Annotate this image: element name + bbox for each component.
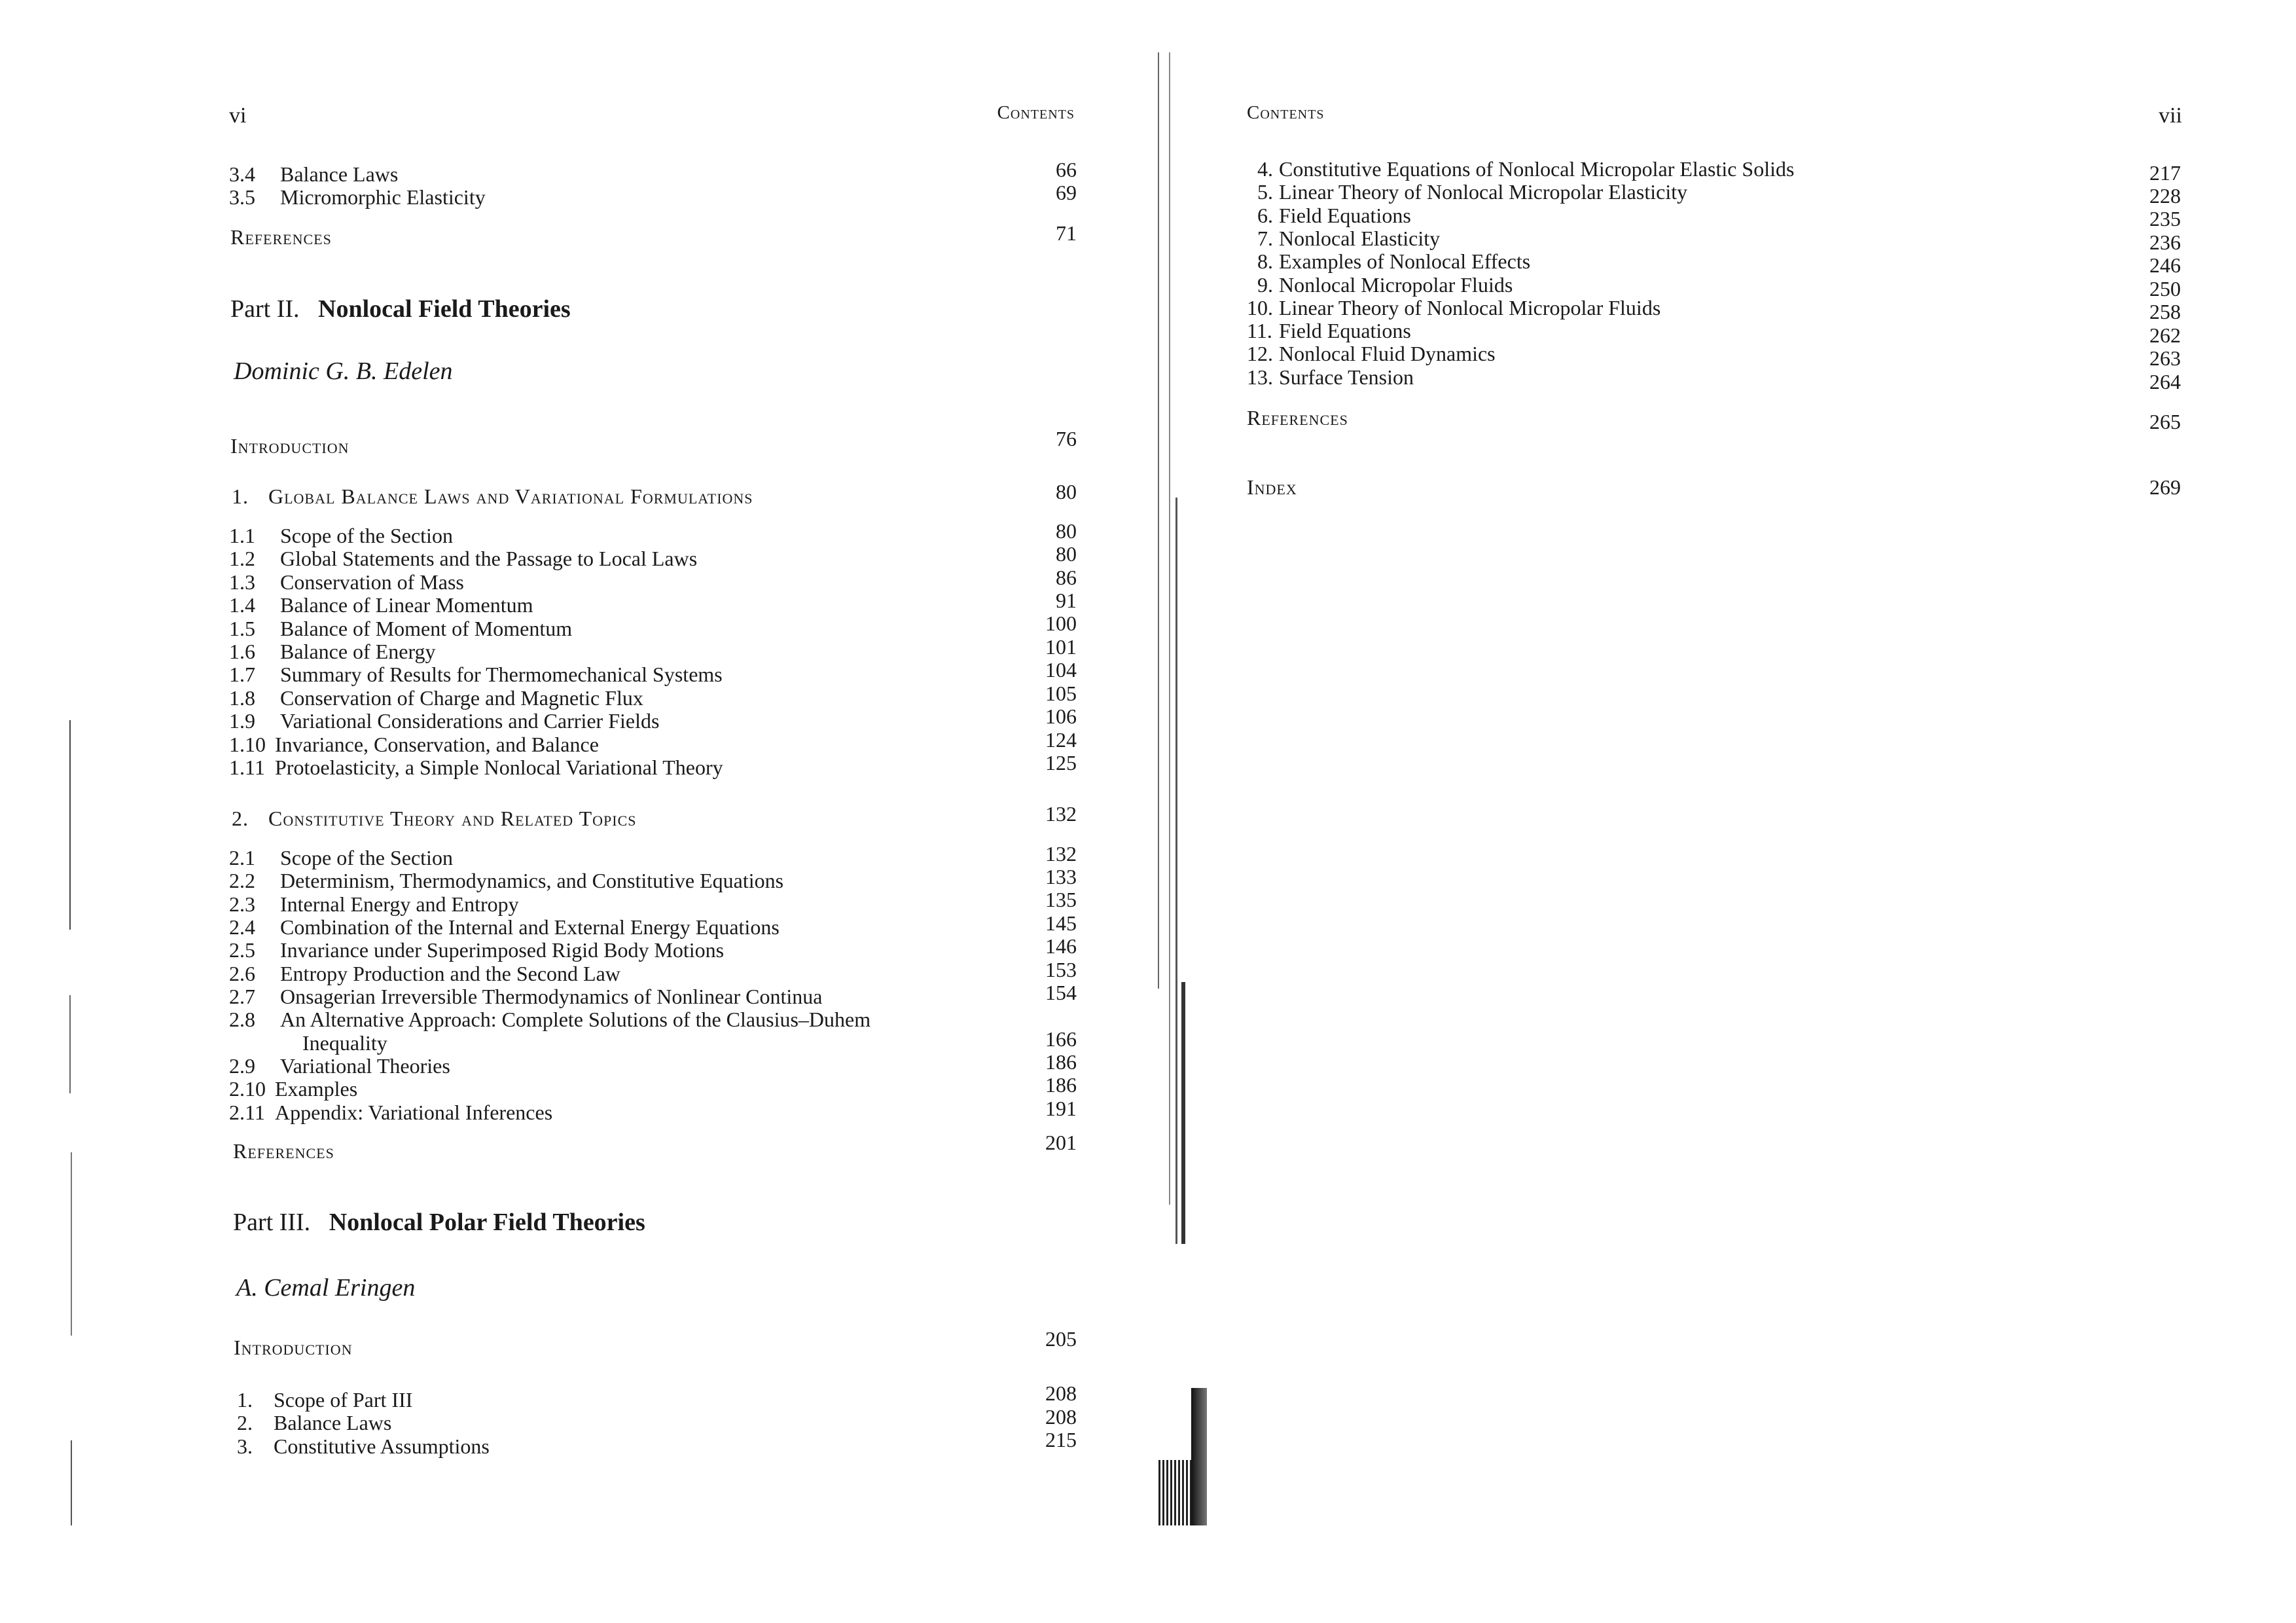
left-folio: vi bbox=[229, 103, 247, 128]
entry-number: 2.6 bbox=[229, 961, 255, 985]
entry-number: 1.8 bbox=[229, 685, 255, 710]
entry-title: Introduction bbox=[230, 434, 350, 458]
entry-page-number: 235 bbox=[2149, 207, 2181, 230]
entry-number: 1.7 bbox=[229, 663, 255, 687]
entry-title: Constitutive Equations of Nonlocal Micropolar Elastic Solids bbox=[1279, 157, 1795, 181]
part-3-author: A. Cemal Eringen bbox=[236, 1274, 416, 1302]
entry-title: Linear Theory of Nonlocal Micropolar Fluids bbox=[1279, 295, 1661, 319]
entry-title: Nonlocal Fluid Dynamics bbox=[1279, 342, 1496, 366]
entry-page-number: 262 bbox=[2149, 323, 2181, 347]
entry-title: Surface Tension bbox=[1279, 365, 1414, 389]
entry-page-number: 191 bbox=[1045, 1097, 1077, 1120]
entry-title: Conservation of Charge and Magnetic Flux bbox=[280, 685, 643, 710]
entry-title: Balance Laws bbox=[280, 162, 399, 186]
entry-page-number: 264 bbox=[2149, 370, 2181, 393]
right-folio: vii bbox=[2159, 103, 2182, 128]
entry-title: Examples bbox=[275, 1077, 358, 1101]
entry-title: References bbox=[1247, 406, 1348, 429]
part-label: Part III. bbox=[233, 1209, 311, 1236]
entry-page-number: 66 bbox=[1056, 158, 1077, 181]
entry-page-number: 104 bbox=[1045, 658, 1077, 682]
entry-number: 3.5 bbox=[229, 185, 255, 209]
entry-page-number: 125 bbox=[1045, 751, 1077, 775]
entry-title: Combination of the Internal and External Energy Equations bbox=[280, 915, 780, 939]
entry-page-number: 153 bbox=[1045, 958, 1077, 981]
entry-page-number: 205 bbox=[1045, 1327, 1077, 1351]
entry-page-number: 166 bbox=[1045, 1027, 1077, 1051]
entry-title: Field Equations bbox=[1279, 319, 1411, 343]
entry-page-number: 145 bbox=[1045, 911, 1077, 935]
entry-title: Micromorphic Elasticity bbox=[280, 185, 486, 209]
entry-title: Scope of the Section bbox=[280, 524, 453, 547]
entry-page-number: 132 bbox=[1045, 842, 1077, 866]
part-3-heading bbox=[233, 1208, 645, 1237]
entry-title: Global Statements and the Passage to Local Laws bbox=[280, 547, 698, 571]
entry-page-number: 69 bbox=[1056, 181, 1077, 204]
entry-title: Constitutive Assumptions bbox=[274, 1434, 490, 1458]
entry-number: 7. bbox=[1257, 226, 1273, 250]
entry-number: 10. bbox=[1247, 295, 1273, 319]
entry-number: 2.4 bbox=[229, 915, 255, 939]
entry-number: 4. bbox=[1257, 157, 1273, 181]
entry-number: 8. bbox=[1257, 249, 1273, 274]
entry-title: Conservation of Mass bbox=[280, 570, 464, 594]
entry-number: 2.9 bbox=[229, 1054, 255, 1078]
entry-title: Scope of the Section bbox=[280, 846, 453, 869]
part-2-author: Dominic G. B. Edelen bbox=[234, 357, 453, 385]
entry-title: Nonlocal Elasticity bbox=[1279, 226, 1441, 250]
entry-number: 1.3 bbox=[229, 570, 255, 594]
entry-page-number: 80 bbox=[1056, 519, 1077, 543]
entry-title: Onsagerian Irreversible Thermodynamics of Nonlinear Continua bbox=[280, 984, 823, 1008]
entry-title: Balance of Moment of Momentum bbox=[280, 616, 573, 640]
entry-title-continuation: Inequality bbox=[302, 1031, 387, 1055]
entry-number: 2.7 bbox=[229, 984, 255, 1008]
right-running-head: Contents bbox=[1247, 102, 1325, 123]
entry-page-number: 106 bbox=[1045, 704, 1077, 728]
entry-number: 9. bbox=[1257, 272, 1273, 297]
entry-title: Protoelasticity, a Simple Nonlocal Variational Theory bbox=[275, 756, 723, 779]
entry-page-number: 217 bbox=[2149, 161, 2181, 185]
entry-title: Scope of Part III bbox=[274, 1388, 413, 1412]
entry-title: Entropy Production and the Second Law bbox=[280, 961, 620, 985]
entry-number: 1.10 bbox=[229, 732, 266, 756]
entry-number: 13. bbox=[1247, 365, 1273, 389]
entry-number: 2.11 bbox=[229, 1100, 265, 1124]
entry-number: 6. bbox=[1257, 203, 1273, 227]
entry-page-number: 250 bbox=[2149, 277, 2181, 301]
entry-page-number: 208 bbox=[1045, 1381, 1077, 1405]
entry-title: Balance Laws bbox=[274, 1411, 392, 1435]
entry-title: An Alternative Approach: Complete Solutions of the Clausius–Duhem bbox=[280, 1008, 871, 1031]
entry-number: 1.4 bbox=[229, 593, 255, 617]
entry-title: Global Balance Laws and Variational Formulations bbox=[268, 484, 753, 508]
entry-title: Invariance under Superimposed Rigid Body Motions bbox=[280, 938, 725, 962]
entry-page-number: 228 bbox=[2149, 184, 2181, 208]
entry-title: Linear Theory of Nonlocal Micropolar Elasticity bbox=[1279, 180, 1688, 204]
entry-page-number: 86 bbox=[1056, 566, 1077, 589]
entry-page-number: 186 bbox=[1045, 1073, 1077, 1097]
entry-title: Field Equations bbox=[1279, 203, 1411, 227]
entry-page-number: 215 bbox=[1045, 1428, 1077, 1451]
entry-title: Variational Theories bbox=[280, 1054, 450, 1078]
entry-page-number: 135 bbox=[1045, 888, 1077, 911]
entry-page-number: 154 bbox=[1045, 981, 1077, 1004]
part-label: Part II. bbox=[230, 295, 300, 323]
left-running-head: contents bbox=[997, 102, 1075, 123]
entry-number: 1. bbox=[232, 484, 249, 508]
entry-number: 3. bbox=[237, 1434, 253, 1458]
entry-title: Constitutive Theory and Related Topics bbox=[268, 807, 637, 830]
entry-title: Determinism, Thermodynamics, and Constitutive Equations bbox=[280, 869, 784, 893]
part-title: Nonlocal Field Theories bbox=[318, 295, 571, 323]
entry-number: 2. bbox=[232, 807, 249, 830]
entry-number: 1.6 bbox=[229, 640, 255, 663]
entry-title: Invariance, Conservation, and Balance bbox=[275, 732, 599, 756]
entry-page-number: 105 bbox=[1045, 682, 1077, 705]
entry-number: 1.9 bbox=[229, 709, 255, 733]
entry-title: Index bbox=[1247, 475, 1297, 499]
entry-number: 2.1 bbox=[229, 846, 255, 869]
right-page bbox=[1148, 0, 2296, 1623]
entry-title: Balance of Energy bbox=[280, 640, 436, 663]
entry-number: 1. bbox=[237, 1388, 253, 1412]
part-title: Nonlocal Polar Field Theories bbox=[329, 1209, 645, 1236]
entry-page-number: 132 bbox=[1045, 802, 1077, 826]
entry-page-number: 246 bbox=[2149, 253, 2181, 277]
entry-page-number: 80 bbox=[1056, 542, 1077, 566]
entry-number: 12. bbox=[1247, 342, 1273, 366]
entry-title: Nonlocal Micropolar Fluids bbox=[1279, 272, 1513, 297]
entry-number: 2.2 bbox=[229, 869, 255, 893]
entry-title: Summary of Results for Thermomechanical Systems bbox=[280, 663, 723, 687]
entry-page-number: 258 bbox=[2149, 300, 2181, 323]
entry-number: 1.5 bbox=[229, 616, 255, 640]
entry-number: 1.1 bbox=[229, 524, 255, 547]
entry-number: 1.11 bbox=[229, 756, 265, 779]
part-2-heading bbox=[230, 295, 571, 323]
entry-page-number: 208 bbox=[1045, 1405, 1077, 1429]
entry-page-number: 71 bbox=[1056, 221, 1077, 245]
entry-title: Appendix: Variational Inferences bbox=[275, 1100, 553, 1124]
entry-page-number: 236 bbox=[2149, 230, 2181, 254]
entry-page-number: 146 bbox=[1045, 934, 1077, 958]
entry-title: Internal Energy and Entropy bbox=[280, 892, 519, 916]
entry-number: 2.3 bbox=[229, 892, 255, 916]
entry-page-number: 76 bbox=[1056, 427, 1077, 450]
entry-title: Variational Considerations and Carrier Fields bbox=[280, 709, 660, 733]
entry-number: 2.10 bbox=[229, 1077, 266, 1101]
entry-page-number: 91 bbox=[1056, 589, 1077, 612]
entry-page-number: 124 bbox=[1045, 728, 1077, 752]
entry-page-number: 80 bbox=[1056, 480, 1077, 503]
entry-page-number: 100 bbox=[1045, 611, 1077, 635]
entry-number: 11. bbox=[1247, 319, 1272, 343]
entry-number: 3.4 bbox=[229, 162, 255, 186]
entry-number: 2.5 bbox=[229, 938, 255, 962]
entry-title: Introduction bbox=[234, 1336, 353, 1359]
entry-number: 2.8 bbox=[229, 1008, 255, 1031]
entry-page-number: 269 bbox=[2149, 475, 2181, 499]
entry-title: Examples of Nonlocal Effects bbox=[1279, 249, 1531, 274]
entry-page-number: 265 bbox=[2149, 410, 2181, 433]
entry-title: Balance of Linear Momentum bbox=[280, 593, 533, 617]
entry-number: 1.2 bbox=[229, 547, 255, 571]
entry-page-number: 201 bbox=[1045, 1131, 1077, 1154]
entry-page-number: 186 bbox=[1045, 1050, 1077, 1074]
entry-page-number: 101 bbox=[1045, 635, 1077, 659]
entry-page-number: 263 bbox=[2149, 346, 2181, 370]
entry-page-number: 133 bbox=[1045, 865, 1077, 888]
entry-number: 2. bbox=[237, 1411, 253, 1435]
entry-number: 5. bbox=[1257, 180, 1273, 204]
entry-title: References bbox=[230, 225, 332, 249]
entry-title: References bbox=[233, 1139, 334, 1163]
